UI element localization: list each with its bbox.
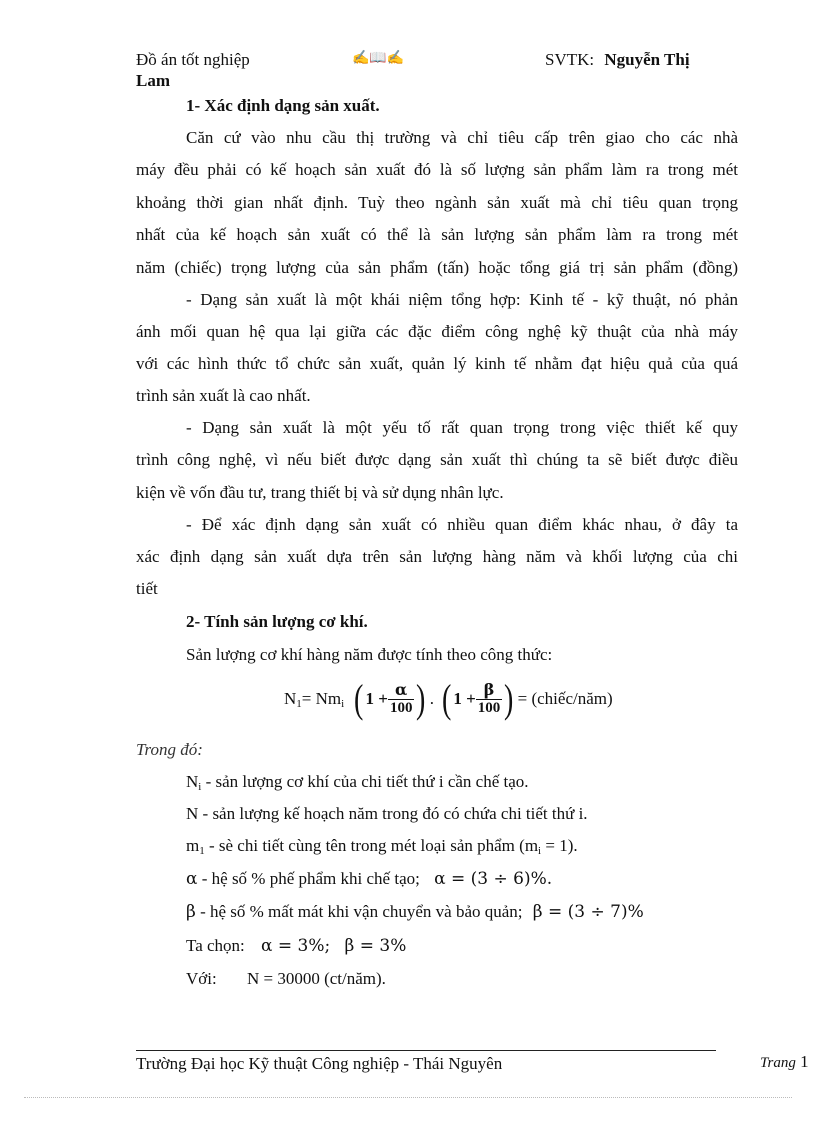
def-ni: $N_i$ - sản lượng cơ khí của chi tiết thứ i cần chế tạo.: [186, 772, 529, 793]
paragraph-line: Căn cứ vào nhu cầu thị trường và chỉ tiêu cấp trên giao cho các nhà: [186, 128, 738, 147]
def-m: $m_1$ - sè chi tiết cùng tên trong mét loại sản phẩm $(m_i = 1)$.: [186, 836, 578, 857]
paragraph-line: xác định dạng sản xuất dựa trên sản lượng hàng năm và khối lượng của chi: [136, 547, 738, 566]
page-bottom-border: [24, 1097, 792, 1098]
beta-fraction: $\frac{\beta}{100}$: [477, 680, 501, 716]
page-number: 1: [800, 1052, 809, 1071]
production-formula: $N_1$ = $Nm_i$ ( 1 + $\frac{\alpha}{100}$ ) . ( 1 + $\frac{\beta}{100}$ ) = (chiếc/năm): [284, 676, 613, 721]
author-first-name: Nguyễn Thị: [604, 50, 690, 69]
header-title: Đồ án tốt nghiệp: [136, 50, 250, 69]
paragraph-line: năm (chiếc) trọng lượng của sản phẩm (tấn) hoặc tổng giá trị sản phẩm (đồng): [136, 258, 738, 277]
def-beta: β - hệ số % mất mát khi vận chuyển và bảo quản; β = (3 ÷ 7)%: [186, 902, 644, 922]
footer-school: Trường Đại học Kỹ thuật Công nghiệp - Thái Nguyên: [136, 1054, 503, 1073]
formula-dot: .: [429, 689, 435, 708]
paragraph-line: khoảng thời gian nhất định. Tuỳ theo ngành sản xuất mà chỉ tiêu quan trọng: [136, 193, 738, 212]
paragraph-line: trình sản xuất là cao nhất.: [136, 386, 311, 405]
paragraph-line: - Dạng sản xuất là một yếu tố rất quan trọng trong việc thiết kế quy: [186, 418, 738, 437]
formula-nm: = $Nm_i$: [301, 688, 345, 710]
formula-lhs: $N_1$: [284, 688, 302, 710]
formula-one-plus-alpha: 1 +: [365, 689, 388, 708]
paragraph-line: ánh mối quan hệ qua lại giữa các đặc điểm công nghệ kỹ thuật của nhà máy: [136, 322, 738, 341]
def-n: N - sản lượng kế hoạch năm trong đó có chứa chi tiết thứ i.: [186, 804, 588, 823]
footer-rule: [136, 1050, 716, 1051]
section-2-heading: 2- Tính sản lượng cơ khí.: [186, 612, 368, 631]
svtk-label: SVTK:: [545, 50, 595, 69]
section-1-heading: 1- Xác định dạng sản xuất.: [186, 96, 380, 115]
header-author: [545, 50, 690, 70]
author-last-name: Lam: [136, 71, 170, 90]
paragraph-line: tiết: [136, 579, 158, 598]
choose-values: Ta chọn: α = 3%; β = 3%: [186, 936, 407, 956]
formula-result: = (chiếc/năm): [517, 689, 613, 708]
with-value: Với: N = 30000 (ct/năm).: [186, 969, 386, 988]
paragraph-line: trình công nghệ, vì nếu biết được dạng sản xuất thì chúng ta sẽ biết được điều: [136, 450, 738, 469]
paragraph-line: - Để xác định dạng sản xuất có nhiều quan điểm khác nhau, ở đây ta: [186, 515, 738, 534]
paragraph-line: máy đều phải có kế hoạch sản xuất đó là số lượng sản phẩm làm ra trong mét: [136, 160, 738, 179]
paragraph-line: nhất của kế hoạch sản xuất có thể là sản lượng sản phẩm làm ra trong mét: [136, 225, 738, 244]
page-label: Trang: [760, 1055, 796, 1071]
paragraph-line: với các hình thức tổ chức sản xuất, quản lý kinh tế nhằm đạt hiệu quả của quá: [136, 354, 738, 373]
page-indicator: [760, 1052, 809, 1072]
def-alpha: α - hệ số % phế phẩm khi chế tạo; α = (3 ÷ 6)%.: [186, 869, 553, 889]
where-label: Trong đó:: [136, 740, 203, 759]
paragraph-line: kiện về vốn đầu tư, trang thiết bị và sử dụng nhân lực.: [136, 483, 504, 502]
paragraph-line: - Dạng sản xuất là một khái niệm tổng hợp: Kinh tế - kỹ thuật, nó phản: [186, 290, 738, 309]
formula-one-plus-beta: 1 +: [453, 689, 476, 708]
header-ornament-icon: ✍📖✍: [352, 51, 405, 66]
formula-intro: Sản lượng cơ khí hàng năm được tính theo công thức:: [186, 645, 553, 664]
alpha-fraction: $\frac{\alpha}{100}$: [389, 680, 413, 716]
